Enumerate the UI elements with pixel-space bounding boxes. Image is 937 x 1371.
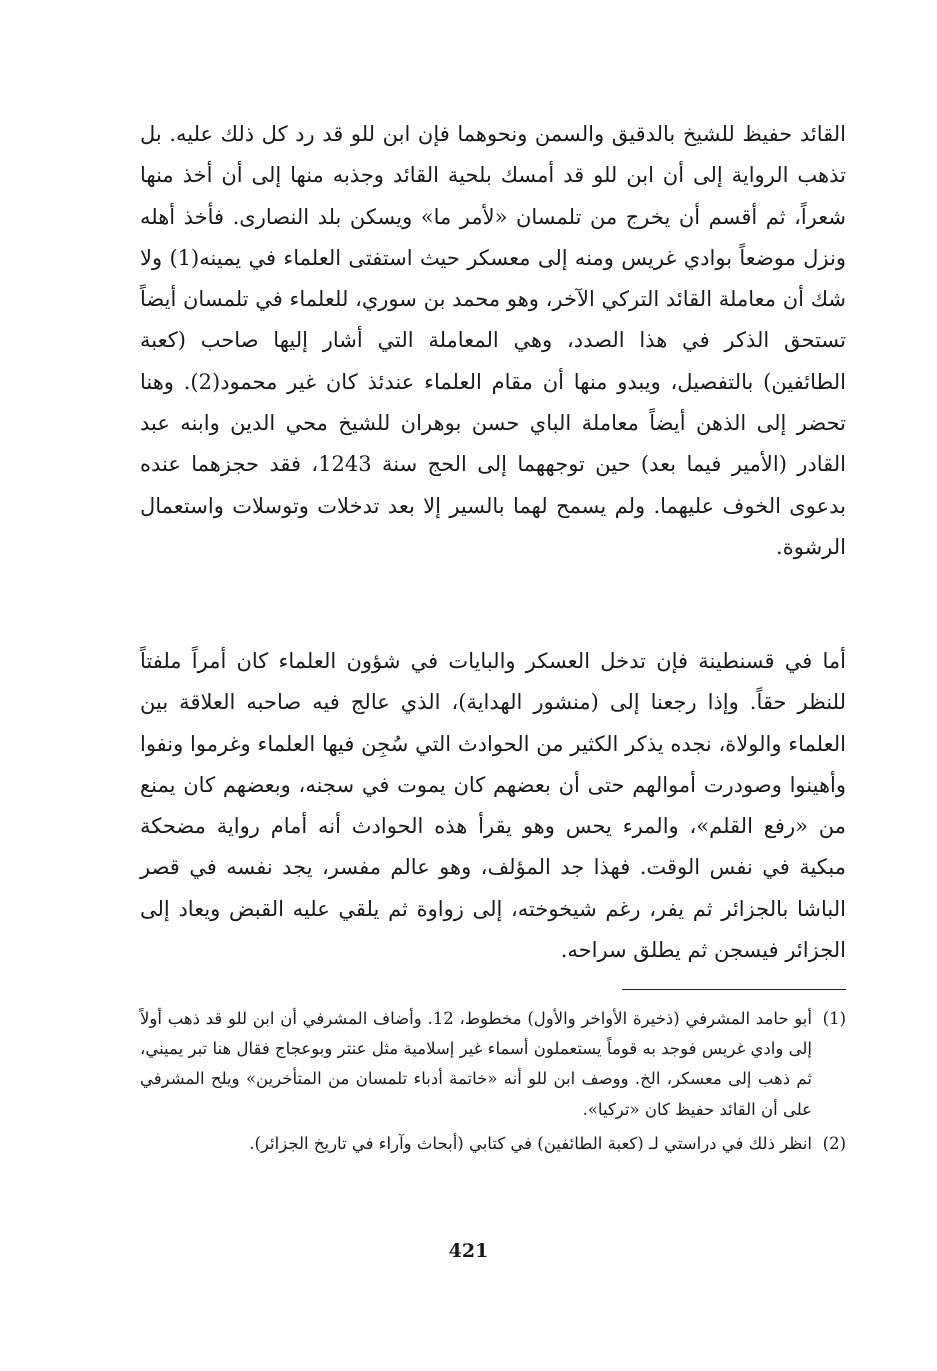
footnote-2: [140, 1129, 846, 1159]
page-number: 421: [448, 1240, 489, 1262]
footnote-2-text: انظر ذلك في دراستي لـ (كعبة الطائفين) في كتابي (أبحاث وآراء في تاريخ الجزائر).: [249, 1133, 812, 1153]
footnote-1: [140, 1004, 846, 1125]
paragraph-1-text: القائد حفيظ للشيخ بالدقيق والسمن ونحوهما فإن ابن للو قد رد كل ذلك عليه. بل تذهب الرواية إلى أن ابن للو قد أمسك بلحية القائد وجذبه منها إلى أن أخذ منها شعراً، ثم أقسم أن يخرج من تلمسان «لأمر ما» ويسكن بلد النصارى. فأخذ أهله ونزل موضعاً بوادي غريس ومنه إلى معسكر حيث استفتى العلماء في يمينه(1) ولا شك أن معاملة القائد التركي الآخر، وهو محمد بن سوري، للعلماء في تلمسان أيضاً تستحق الذكر في هذا الصدد، وهي المعاملة التي أشار إليها صاحب (كعبة الطائفين) بالتفصيل، ويبدو منها أن مقام العلماء عندئذ كان غير محمود(2). وهنا تحضر إلى الذهن أيضاً معاملة الباي حسن بوهران للشيخ محي الدين وابنه عبد القادر (الأمير فيما بعد) حين توجههما إلى الحج سنة 1243، فقد حجزهما عنده بدعوى الخوف عليهما. ولم يسمح لهما بالسير إلا بعد تدخلات وتوسلات واستعمال الرشوة.: [140, 122, 847, 559]
footnote-2-number: (2): [822, 1133, 846, 1153]
footnote-1-number: (1): [822, 1009, 846, 1028]
footnote-separator: [622, 989, 846, 990]
footnotes: [140, 1004, 846, 1163]
footnote-1-text: أبو حامد المشرفي (ذخيرة الأواخر والأول) مخطوط، 12. وأضاف المشرفي أن ابن للو قد ذهب أولاً إلى وادي غريس فوجد به قوماً يستعملون أسماء غير إسلامية مثل عنتر وبوعجاج فقال هنا تبر يميني، ثم ذهب إلى معسكر، الخ. ووصف ابن للو أنه «خاتمة أدباء تلمسان من المتأخرين» ويلح المشرفي على أن القائد حفيظ كان «تركيا».: [140, 1009, 812, 1119]
paragraph-1: [140, 114, 846, 568]
paragraph-2-text: أما في قسنطينة فإن تدخل العسكر والبايات في شؤون العلماء كان أمراً ملفتاً للنظر حقاً. وإذا رجعنا إلى (منشور الهداية)، الذي عالج فيه صاحبه العلاقة بين العلماء والولاة، نجده يذكر الكثير من الحوادث التي سُجِن فيها العلماء وغرموا ونفوا وأهينوا وصودرت أموالهم حتى أن بعضهم كان يموت في سجنه، وبعضهم كان يمنع من «رفع القلم»، والمرء يحس وهو يقرأ هذه الحوادث أنه أمام رواية مضحكة مبكية في نفس الوقت. فهذا جد المؤلف، وهو عالم مفسر، يجد نفسه في قصر الباشا بالجزائر ثم يفر، رغم شيخوخته، إلى زواوة ثم يلقي عليه القبض ويعاد إلى الجزائر فيسجن ثم يطلق سراحه.: [140, 649, 846, 963]
paragraph-2: [140, 641, 846, 971]
